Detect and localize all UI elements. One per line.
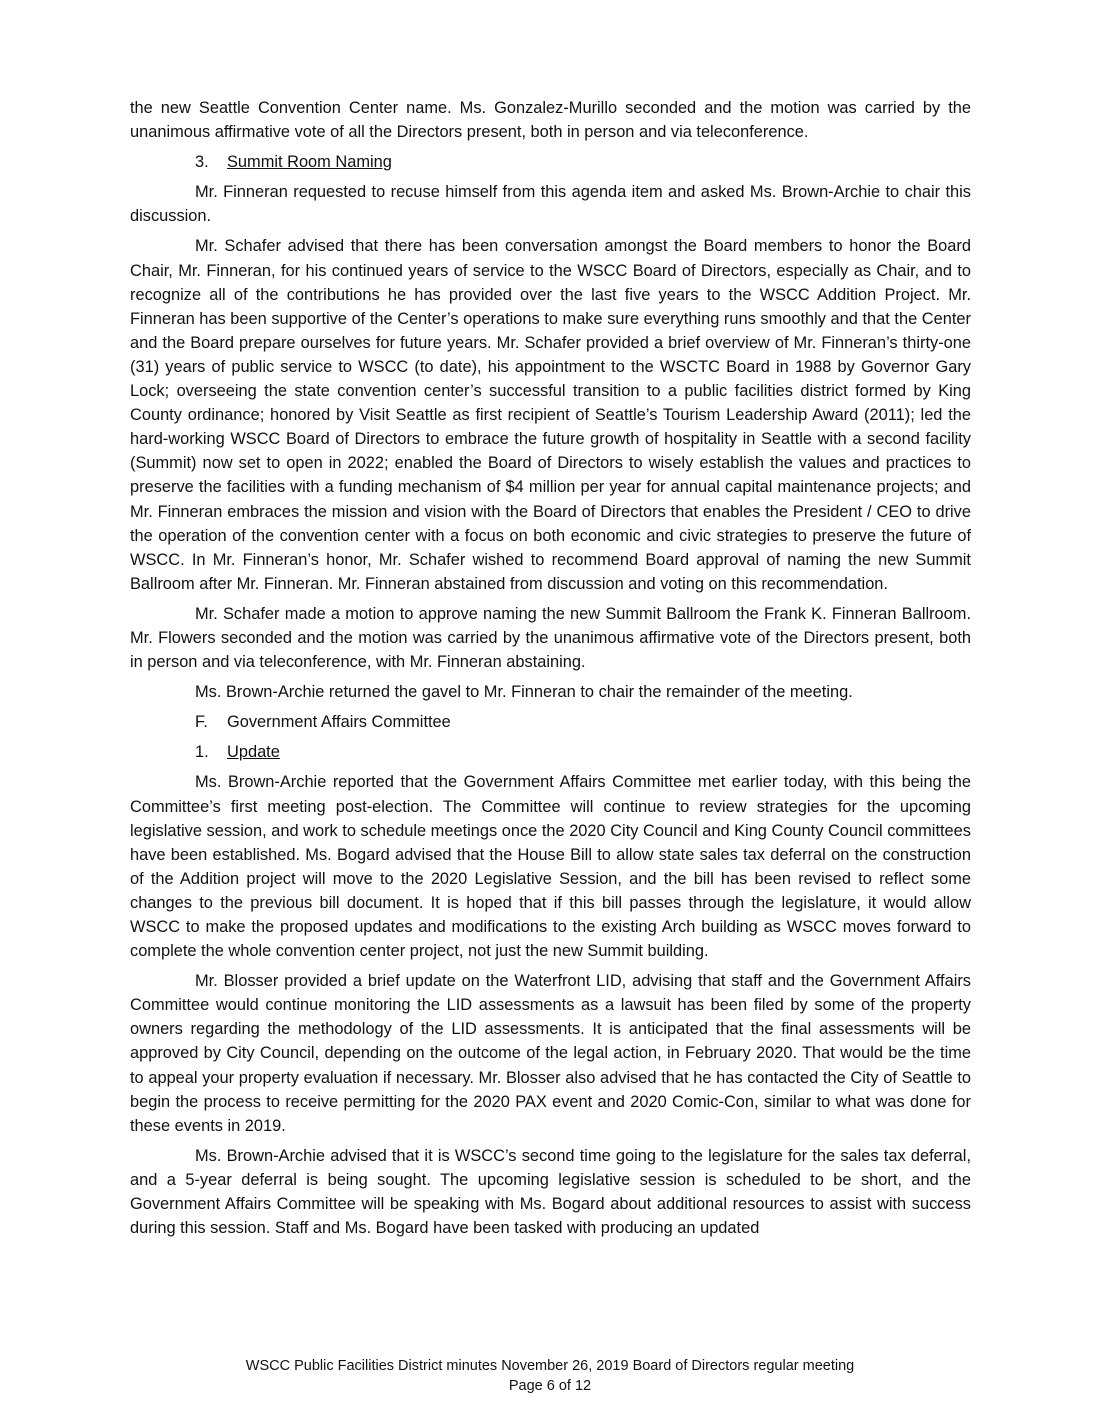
paragraph-committee-report: Ms. Brown-Archie reported that the Government Affairs Committee met earlier today, with this being the Committee’s first meeting post-election. The Committee will continue to review strategies for the upcoming legislative session, and work to schedule meetings once the 2020 City Council and King County Council committees have been established. Ms. Bogard advised that the House Bill to allow state sales tax deferral on the construction of the Addition project will move to the 2020 Legislative Session, and the bill has been revised to reflect some changes to the previous bill document. It is hoped that if this bill passes through the legislature, it would allow WSCC to make the proposed updates and modifications to the existing Arch building as WSCC moves forward to complete the whole convention center project, not just the new Summit building. xyxy=(130,773,971,961)
heading-label: Summit Room Naming xyxy=(227,153,392,172)
footer-page-number: Page 6 of 12 xyxy=(508,1378,592,1394)
section-heading-summit-room-naming xyxy=(195,150,971,174)
paragraph-motion-continued: the new Seattle Convention Center name. Ms. Gonzalez-Murillo seconded and the motion was carried by the unanimous affirmative vote of all the Directors present, both in person and via teleconference. xyxy=(130,99,971,142)
heading-label: Government Affairs Committee xyxy=(227,713,451,732)
heading-label: Update xyxy=(227,743,280,762)
footer-meeting-title: WSCC Public Facilities District minutes November 26, 2019 Board of Directors regular meeting xyxy=(245,1358,855,1374)
section-heading-update xyxy=(195,740,971,764)
heading-number: 3. xyxy=(195,153,209,172)
paragraph-waterfront-lid: Mr. Blosser provided a brief update on the Waterfront LID, advising that staff and the Government Affairs Committee would continue monitoring the LID assessments as a lawsuit has been filed by some of the property owners regarding the methodology of the LID assessments. It is anticipated that the final assessments will be approved by City Council, depending on the outcome of the legal action, in February 2020. That would be the time to appeal your property evaluation if necessary. Mr. Blosser also advised that he has contacted the City of Seattle to begin the process to receive permitting for the 2020 PAX event and 2020 Comic-Con, similar to what was done for these events in 2019. xyxy=(130,972,971,1135)
heading-number: 1. xyxy=(195,743,209,762)
paragraph-schafer-overview: Mr. Schafer advised that there has been conversation amongst the Board members to honor the Board Chair, Mr. Finneran, for his continued years of service to the WSCC Board of Directors, especially as Chair, and to recognize all of the contributions he has provided over the last five years to the WSCC Addition Project. Mr. Finneran has been supportive of the Center’s operations to make sure everything runs smoothly and that the Center and the Board prepare ourselves for future years. Mr. Schafer provided a brief overview of Mr. Finneran’s thirty-one (31) years of public service to WSCC (to date), his appointment to the WSCTC Board in 1988 by Governor Gary Lock; overseeing the state convention center’s successful transition to a public facilities district formed by King County ordinance; honored by Visit Seattle as first recipient of Seattle’s Tourism Leadership Award (2011); led the hard-working WSCC Board of Directors to embrace the future growth of hospitality in Seattle with a second facility (Summit) now set to open in 2022; enabled the Board of Directors to wisely establish the values and practices to preserve the facilities with a funding mechanism of $4 million per year for annual capital maintenance projects; and Mr. Finneran embraces the mission and vision with the Board of Directors that enables the President / CEO to drive the operation of the convention center with a focus on both economic and civic strategies to preserve the future of WSCC. In Mr. Finneran’s honor, Mr. Schafer wished to recommend Board approval of naming the new Summit Ballroom after Mr. Finneran. Mr. Finneran abstained from discussion and voting on this recommendation. xyxy=(130,237,971,593)
paragraph-recusal: Mr. Finneran requested to recuse himself from this agenda item and asked Ms. Brown-Archie to chair this discussion. xyxy=(130,183,971,226)
paragraph-gavel-returned: Ms. Brown-Archie returned the gavel to Mr. Finneran to chair the remainder of the meeting. xyxy=(195,683,853,702)
document-body xyxy=(130,96,971,1246)
heading-number: F. xyxy=(195,713,208,732)
page-footer xyxy=(0,1356,1100,1396)
paragraph-ballroom-motion: Mr. Schafer made a motion to approve naming the new Summit Ballroom the Frank K. Finneran Ballroom. Mr. Flowers seconded and the motion was carried by the unanimous affirmative vote of the Directors present, both in person and via teleconference, with Mr. Finneran abstaining. xyxy=(130,604,971,672)
paragraph-sales-tax-deferral: Ms. Brown-Archie advised that it is WSCC’s second time going to the legislature for the sales tax deferral, and a 5-year deferral is being sought. The upcoming legislative session is scheduled to be short, and the Government Affairs Committee will be speaking with Ms. Bogard about additional resources to assist with success during this session. Staff and Ms. Bogard have been tasked with producing an updated xyxy=(130,1146,971,1238)
section-heading-government-affairs xyxy=(195,710,971,734)
